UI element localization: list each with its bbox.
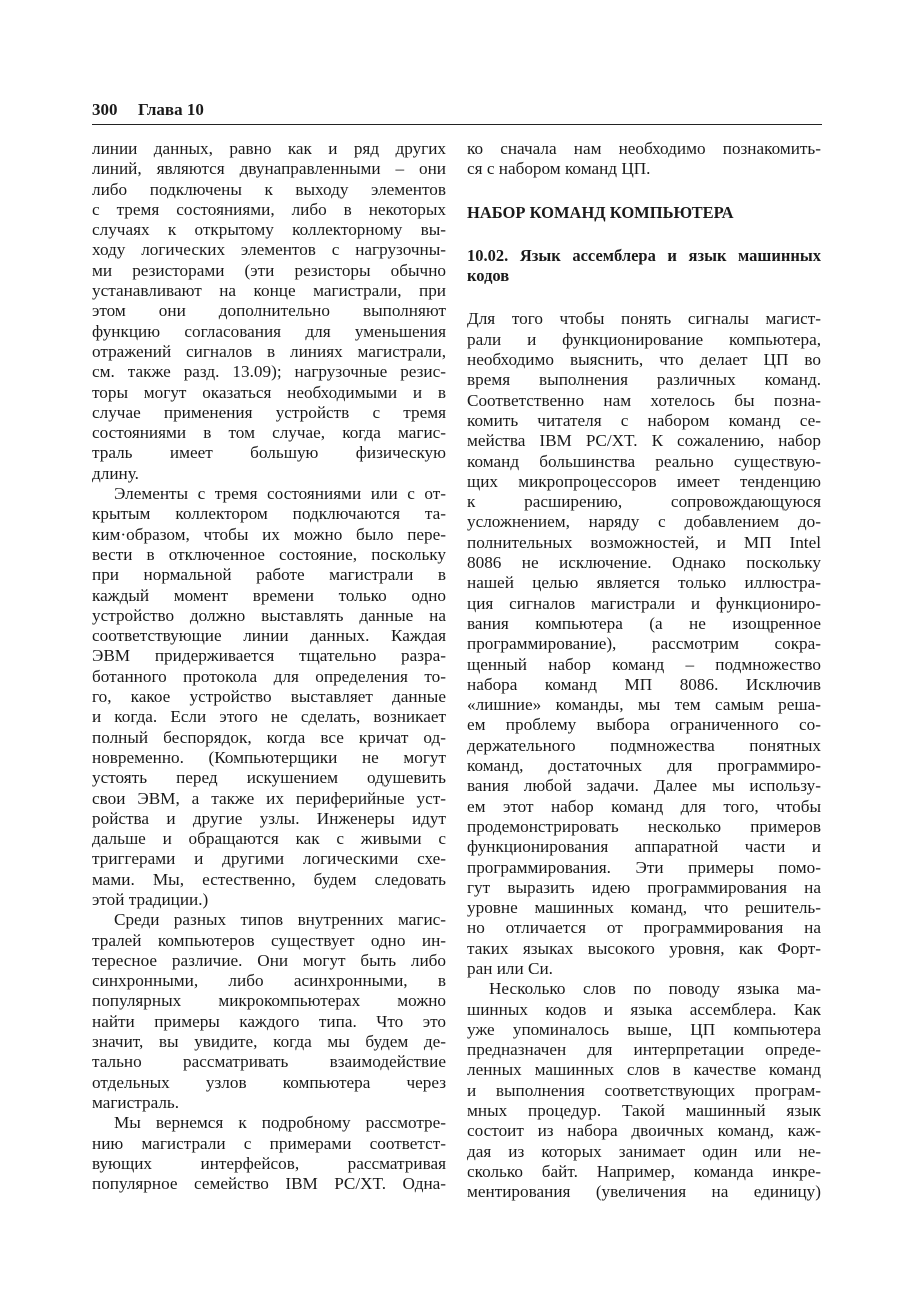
paragraph <box>92 484 446 910</box>
subsection-heading <box>467 246 821 287</box>
text-line: держательного подмножества понятных <box>467 735 821 755</box>
text-line: состоит из набора двоичных команд, каж- <box>467 1121 821 1141</box>
text-line: ментирования (увеличения на единицу) <box>467 1182 821 1202</box>
text-line: вести в отключенное состояние, поскольку <box>92 544 446 564</box>
text-line: программирование), рассмотрим сокра- <box>467 634 821 654</box>
text-line: Элементы с тремя состояниями или с от- <box>114 484 446 504</box>
text-line: Соответственно нам хотелось бы позна- <box>467 390 821 410</box>
text-line: тересное различие. Они могут быть либо <box>92 950 446 970</box>
text-line: полнительных возможностей, и МП Intel <box>467 532 821 552</box>
text-line: отдельных узлов компьютера через <box>92 1072 446 1092</box>
paragraph <box>92 910 446 1113</box>
chapter-title: Глава 10 <box>138 100 204 119</box>
text-line: предназначен для интерпретации опреде- <box>467 1040 821 1060</box>
text-line: но отличается от программирования на <box>467 918 821 938</box>
text-line: состояниями в том случае, когда магис- <box>92 423 446 443</box>
text-line: мами. Мы, естественно, будем следовать <box>92 869 446 889</box>
text-line: функционирования аппаратной части и <box>467 837 821 857</box>
text-line: 10.02. Язык ассемблера и язык машинных <box>467 245 821 265</box>
text-line: щенный набор команд – подмножество <box>467 654 821 674</box>
text-line: ким·образом, чтобы их можно было пере- <box>92 524 446 544</box>
text-line: ем этот набор команд для того, чтобы <box>467 796 821 816</box>
text-line: сколько байт. Например, команда инкре- <box>467 1161 821 1181</box>
text-line: линии данных, равно как и ряд других <box>92 139 446 158</box>
text-line: нию магистрали с примерами соответст- <box>92 1133 446 1153</box>
text-line: вания компьютера (а не изощренное <box>467 613 821 633</box>
text-line: и когда. Если этого не сделать, возникает <box>92 707 446 727</box>
text-line: команд большинства реально существую- <box>467 451 821 471</box>
paragraph <box>467 309 821 979</box>
text-line: ем проблему выбора ограниченного со- <box>467 715 821 735</box>
text-line: крытым коллектором подключаются та- <box>92 504 446 524</box>
text-line: значит, вы увидите, когда мы будем де- <box>92 1032 446 1052</box>
text-line: триггерами и другими логическими схе- <box>92 849 446 869</box>
text-line: устройство должно выставлять данные на <box>92 605 446 625</box>
text-line: популярных микрокомпьютерах можно <box>92 991 446 1011</box>
text-line: ми резисторами (эти резисторы обычно <box>92 260 446 280</box>
text-line: го, какое устройство выставляет данные <box>92 687 446 707</box>
text-line: синхронными, либо асинхронными, в <box>92 971 446 991</box>
text-line: Среди разных типов внутренних магис- <box>114 910 446 930</box>
right-paragraphs <box>467 309 821 1202</box>
text-line: необходимо выяснить, что делает ЦП во <box>467 350 821 370</box>
text-line: программирования. Эти примеры помо- <box>467 857 821 877</box>
book-page <box>92 100 822 1202</box>
text-line: ран или Си. <box>467 958 553 978</box>
text-line: 8086 не исключение. Однако поскольку <box>467 553 821 573</box>
section-heading: НАБОР КОМАНД КОМПЬЮТЕРА <box>467 202 734 222</box>
text-line: Мы вернемся к подробному рассмотре- <box>114 1113 446 1133</box>
paragraph <box>92 1113 446 1194</box>
text-line: полный беспорядок, когда все кричат од- <box>92 727 446 747</box>
text-line: длину. <box>92 463 139 483</box>
left-column <box>92 139 446 1194</box>
text-line: каждый момент времени только одно <box>92 585 446 605</box>
paragraph <box>92 139 446 484</box>
text-line: ленных машинных слов в качестве команд <box>467 1060 821 1080</box>
text-line: Для того чтобы понять сигналы магист- <box>467 309 821 329</box>
text-line: уровне машинных команд, что решитель- <box>467 898 821 918</box>
text-line: уже упоминалось выше, ЦП компьютера <box>467 1019 821 1039</box>
text-line: случаях к открытому коллекторному вы- <box>92 220 446 240</box>
text-line: рали и функционирование компьютера, <box>467 329 821 349</box>
text-line: соответствующие линии данных. Каждая <box>92 626 446 646</box>
text-line: устанавливают на конце магистрали, при <box>92 281 446 301</box>
text-line: этой традиции.) <box>92 889 209 909</box>
text-line: см. также разд. 13.09); нагрузочные резис- <box>92 362 446 382</box>
text-line: либо подключены к выходу элементов <box>92 179 446 199</box>
text-line: таких языках высокого уровня, как Форт- <box>467 938 821 958</box>
text-line: при нормальной работе магистрали в <box>92 565 446 585</box>
text-line: ся с набором команд ЦП. <box>467 159 651 179</box>
text-line: и выполнения соответствующих програм- <box>467 1080 821 1100</box>
right-column <box>467 139 821 1203</box>
text-line: ройства и другие узлы. Инженеры идут <box>92 808 446 828</box>
text-line: время выполнения различных команд. <box>467 370 821 390</box>
text-line: команд, достаточных для программиро- <box>467 756 821 776</box>
text-line: мейства IBM PC/XT. К сожалению, набор <box>467 431 821 451</box>
text-line: найти примеры каждого типа. Что это <box>92 1011 446 1031</box>
text-line: комить читателя с набором команд се- <box>467 410 821 430</box>
text-line: кодов <box>467 266 510 286</box>
continued-paragraph <box>467 139 821 180</box>
text-line: ходу логических элементов с нагрузочны- <box>92 240 446 260</box>
page-number: 300 <box>92 100 118 119</box>
text-line: к расширению, сопровождающуюся <box>467 492 821 512</box>
text-line: устоять перед искушением одушевить <box>92 768 446 788</box>
text-line: Несколько слов по поводу языка ма- <box>489 979 821 999</box>
text-line: магистраль. <box>92 1092 180 1112</box>
text-line: функцию согласования для уменьшения <box>92 321 446 341</box>
text-line: щих микропроцессоров имеет тенденцию <box>467 471 821 491</box>
text-line: этом они дополнительно выполняют <box>92 301 446 321</box>
text-line: набора команд МП 8086. Исключив <box>467 674 821 694</box>
text-line: ко сначала нам необходимо познакомить- <box>467 139 821 158</box>
text-line: популярное семейство IBM PC/XT. Одна- <box>92 1174 446 1194</box>
text-line: дальше и обращаются как с живыми с <box>92 829 446 849</box>
text-line: линий, являются двунаправленными – они <box>92 159 446 179</box>
text-line: продемонстрировать несколько примеров <box>467 816 821 836</box>
text-line: новременно. (Компьютерщики не могут <box>92 747 446 767</box>
text-line: с тремя состояниями, либо в некоторых <box>92 199 446 219</box>
text-line: шинных кодов и языка ассемблера. Как <box>467 999 821 1019</box>
paragraph <box>467 979 821 1202</box>
text-line: ция сигналов магистрали и функциониро- <box>467 593 821 613</box>
text-line: дая из которых занимает один или не- <box>467 1141 821 1161</box>
text-line: свои ЭВМ, а также их периферийные уст- <box>92 788 446 808</box>
text-line: нашей целью является только иллюстра- <box>467 573 821 593</box>
text-line: гут выразить идею программирования на <box>467 877 821 897</box>
text-line: тралей компьютеров существует одно ин- <box>92 930 446 950</box>
text-line: траль имеет большую физическую <box>92 443 446 463</box>
text-line: вания любой задачи. Далее мы использу- <box>467 776 821 796</box>
text-line: отражений сигналов в линиях магистрали, <box>92 341 446 361</box>
running-head <box>92 100 822 125</box>
text-line: ЭВМ придерживается тщательно разра- <box>92 646 446 666</box>
text-line: ботанного протокола для определения то- <box>92 666 446 686</box>
text-line: «лишние» команды, мы тем самым реша- <box>467 695 821 715</box>
text-line: случае применения устройств с тремя <box>92 402 446 422</box>
text-line: торы могут оказаться необходимыми и в <box>92 382 446 402</box>
text-line: мных процедур. Такой машинный язык <box>467 1101 821 1121</box>
text-line: вующих интерфейсов, рассматривая <box>92 1153 446 1173</box>
text-line: усложнением, наряду с добавлением до- <box>467 512 821 532</box>
text-line: тально рассматривать взаимодействие <box>92 1052 446 1072</box>
